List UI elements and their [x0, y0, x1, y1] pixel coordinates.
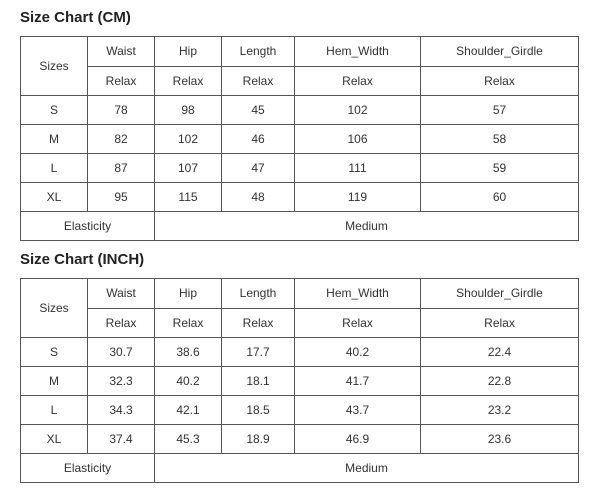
value-cell: 60: [421, 183, 579, 212]
size-cell: S: [21, 96, 88, 125]
value-cell: 107: [155, 154, 222, 183]
value-cell: 23.2: [421, 396, 579, 425]
value-cell: 42.1: [155, 396, 222, 425]
size-chart-inch-title: Size Chart (INCH): [20, 251, 145, 268]
column-header-waist: Waist: [88, 37, 155, 67]
elasticity-row: [21, 454, 579, 483]
value-cell: 46: [222, 125, 295, 154]
value-cell: 119: [295, 183, 421, 212]
value-cell: 40.2: [295, 338, 421, 367]
value-cell: 22.8: [421, 367, 579, 396]
column-header-hip: Hip: [155, 37, 222, 67]
size-cell: L: [21, 396, 88, 425]
fit-cell: Relax: [88, 308, 155, 338]
value-cell: 102: [295, 96, 421, 125]
table-row: [21, 396, 579, 425]
fit-cell: Relax: [295, 66, 421, 96]
value-cell: 82: [88, 125, 155, 154]
table-row: [21, 367, 579, 396]
table-row: [21, 154, 579, 183]
value-cell: 58: [421, 125, 579, 154]
column-header-shoulder-girdle: Shoulder_Girdle: [421, 279, 579, 309]
column-header-hem-width: Hem_Width: [295, 279, 421, 309]
size-cell: M: [21, 367, 88, 396]
value-cell: 48: [222, 183, 295, 212]
table-row: [21, 183, 579, 212]
header-row: [21, 279, 579, 309]
value-cell: 30.7: [88, 338, 155, 367]
value-cell: 40.2: [155, 367, 222, 396]
value-cell: 111: [295, 154, 421, 183]
value-cell: 45.3: [155, 425, 222, 454]
value-cell: 32.3: [88, 367, 155, 396]
value-cell: 102: [155, 125, 222, 154]
table-row: [21, 338, 579, 367]
value-cell: 18.1: [222, 367, 295, 396]
value-cell: 17.7: [222, 338, 295, 367]
fit-cell: Relax: [155, 308, 222, 338]
elasticity-label-cell: Elasticity: [21, 212, 155, 241]
table-row: [21, 96, 579, 125]
value-cell: 23.6: [421, 425, 579, 454]
sizes-header-cell: Sizes: [21, 279, 88, 338]
fit-row: [21, 66, 579, 96]
fit-cell: Relax: [155, 66, 222, 96]
table-row: [21, 125, 579, 154]
size-cell: XL: [21, 183, 88, 212]
fit-row: [21, 308, 579, 338]
size-chart-cm-title: Size Chart (CM): [20, 9, 131, 26]
value-cell: 59: [421, 154, 579, 183]
fit-cell: Relax: [295, 308, 421, 338]
value-cell: 37.4: [88, 425, 155, 454]
elasticity-value-cell: Medium: [155, 454, 579, 483]
column-header-shoulder-girdle: Shoulder_Girdle: [421, 37, 579, 67]
sizes-header-cell: Sizes: [21, 37, 88, 96]
size-cell: S: [21, 338, 88, 367]
value-cell: 57: [421, 96, 579, 125]
value-cell: 34.3: [88, 396, 155, 425]
fit-cell: Relax: [222, 66, 295, 96]
size-cell: M: [21, 125, 88, 154]
value-cell: 87: [88, 154, 155, 183]
value-cell: 18.9: [222, 425, 295, 454]
elasticity-label-cell: Elasticity: [21, 454, 155, 483]
header-row: [21, 37, 579, 67]
table-row: [21, 425, 579, 454]
value-cell: 41.7: [295, 367, 421, 396]
value-cell: 45: [222, 96, 295, 125]
value-cell: 38.6: [155, 338, 222, 367]
value-cell: 47: [222, 154, 295, 183]
elasticity-row: [21, 212, 579, 241]
value-cell: 106: [295, 125, 421, 154]
fit-cell: Relax: [421, 308, 579, 338]
value-cell: 78: [88, 96, 155, 125]
column-header-hem-width: Hem_Width: [295, 37, 421, 67]
size-cell: L: [21, 154, 88, 183]
value-cell: 95: [88, 183, 155, 212]
fit-cell: Relax: [88, 66, 155, 96]
size-chart-cm-table: [20, 36, 579, 241]
value-cell: 98: [155, 96, 222, 125]
value-cell: 22.4: [421, 338, 579, 367]
column-header-length: Length: [222, 37, 295, 67]
size-chart-inch-table: [20, 278, 579, 483]
value-cell: 43.7: [295, 396, 421, 425]
elasticity-value-cell: Medium: [155, 212, 579, 241]
fit-cell: Relax: [421, 66, 579, 96]
fit-cell: Relax: [222, 308, 295, 338]
value-cell: 46.9: [295, 425, 421, 454]
value-cell: 18.5: [222, 396, 295, 425]
size-cell: XL: [21, 425, 88, 454]
value-cell: 115: [155, 183, 222, 212]
column-header-waist: Waist: [88, 279, 155, 309]
column-header-hip: Hip: [155, 279, 222, 309]
column-header-length: Length: [222, 279, 295, 309]
